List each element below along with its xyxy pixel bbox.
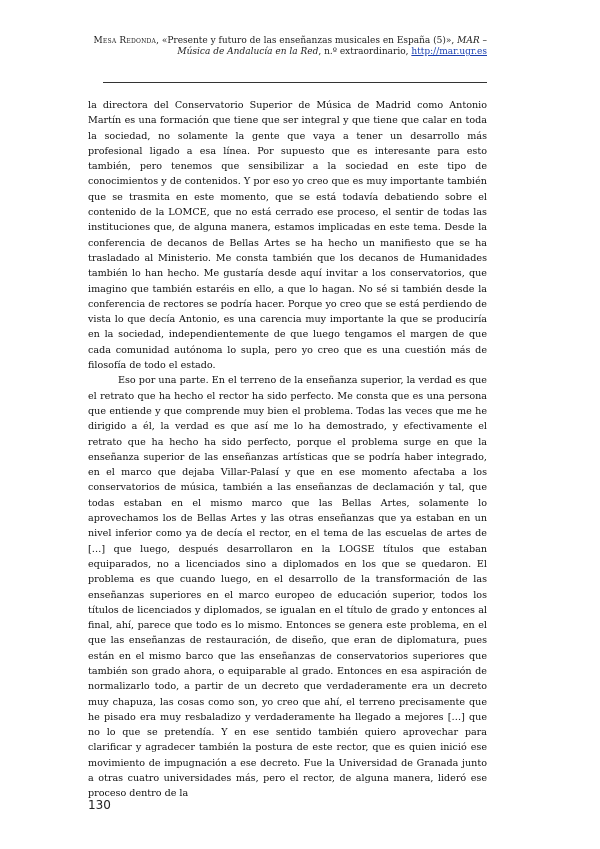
header-journal: MAR – Música de Andalucía en la Red <box>177 36 487 57</box>
header-author: Mesa Redonda <box>93 36 157 46</box>
header-url-link[interactable]: http://mar.ugr.es <box>411 47 487 57</box>
header-issue: , n.º extraordinario, <box>318 47 412 57</box>
body-paragraph: Eso por una parte. En el terreno de la enseñanza superior, la verdad es que el retrato que ha hecho el rector ha sido perfecto. Me consta que es una persona que entiende y que comprende muy bien el problema. Todas las veces que me he dirigido a él, la verdad es que así me lo ha demostrado, y efectivamente el retrato que ha hecho ha sido perfecto, porque el problema surge en que la enseñanza superior de las enseñanzas artísticas que se podría haber integrado, en el marco que dejaba Villar-Palasí y que en ese momento afectaba a los conservatorios de música, también a las enseñanzas de declamación y tal, que todas estaban en el mismo marco que las Bellas Artes, solamente lo aprovechamos los de Bellas Artes y las otras enseñanzas que ya estaban en un nivel inferior como ya de decía el rector, en el tema de las escuelas de artes de […] que luego, después desarrollaron en la LOGSE títulos que estaban equiparados, no a licenciados sino a diplomados en los que se quedaron. El problema es que cuando luego, en el desarrollo de la transformación de las enseñanzas superiores en el marco europeo de educación superior, todos los títulos de licenciados y diplomados, se igualan en el título de grado y entonces al final, ahí, parece que todo es lo mismo. Entonces se genera este problema, en el que las enseñanzas de restauración, de diseño, que eran de diplomatura, pues están en el mismo barco que las enseñanzas de conservatorios superiores que también son grado ahora, o equiparable al grado. Entonces en esa aspiración de normalizarlo todo, a partir de un decreto que verdaderamente era un decreto muy chapuza, las cosas como son, yo creo que ahí, el terreno precisamente que he pisado era muy resbaladizo y verdaderamente ha llegado a mejores […] que no lo que se pretendía. Y en ese sentido también quiero aprovechar para clarificar y agradecer también la postura de este rector, que es quien inició ese movimiento de impugnación a ese decreto. Fue la Universidad de Granada junto a otras cuatro universidades más, pero el rector, de alguna manera, lideró ese proceso dentro de la <box>88 375 487 800</box>
header-title: , «Presente y futuro de las enseñanzas musicales en España (5)», <box>156 36 458 46</box>
header-divider <box>103 82 487 83</box>
page-number: 130 <box>88 798 111 812</box>
running-header <box>60 36 487 58</box>
body-text <box>88 98 487 802</box>
body-paragraph: la directora del Conservatorio Superior de Música de Madrid como Antonio Martín es una formación que tiene que ser integral y que tiene que calar en toda la sociedad, no solamente la gente que vaya a tener un desarrollo más profesional ligado a esa línea. Por supuesto que es interesante para esto también, pero tenemos que sensibilizar a la sociedad en este tipo de conocimientos y de contenidos. Y por eso yo creo que es muy importante también que se trasmita en este momento, que se está todavía debatiendo sobre el contenido de la LOMCE, que no está cerrado ese proceso, el sentir de todas las instituciones que, de alguna manera, estamos implicadas en este tema. Desde la conferencia de decanos de Bellas Artes se ha hecho un manifiesto que se ha trasladado al Ministerio. Me consta también que los decanos de Humanidades también lo han hecho. Me gustaría desde aquí invitar a los conservatorios, que imagino que también estaréis en ello, a que lo hagan. No sé si también desde la conferencia de rectores se podría hacer. Porque yo creo que se está perdiendo de vista lo que decía Antonio, es una carencia muy importante la que se produciría en la sociedad, independientemente de que luego tengamos el margen de que cada comunidad autónoma lo supla, pero yo creo que es una cuestión más de filosofía de todo el estado. <box>88 100 487 372</box>
